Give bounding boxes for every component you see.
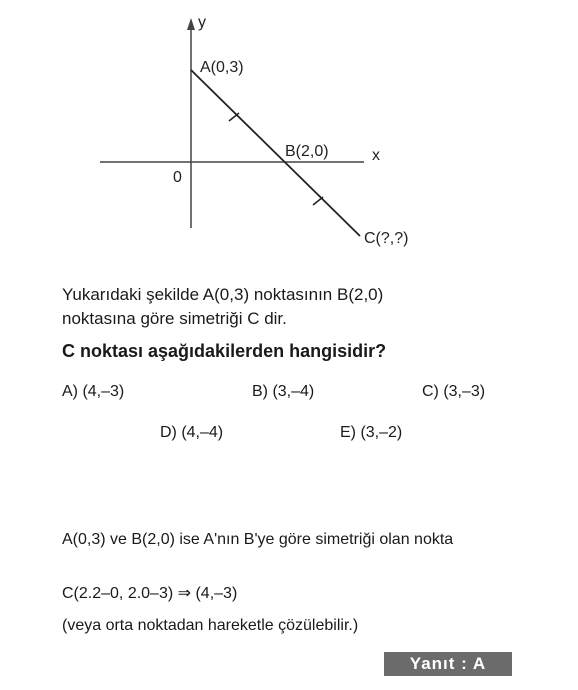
option-d[interactable]: D) (4,–4) [160, 424, 224, 441]
question-prompt: C noktası aşağıdakilerden hangisidir? [62, 341, 387, 361]
solution-line-2: C(2.2–0, 2.0–3) ⇒ (4,–3) [62, 585, 238, 602]
solution-line-3: (veya orta noktadan hareketle çözülebilir.) [62, 617, 359, 634]
point-b-label: B(2,0) [285, 143, 329, 160]
y-axis-label: y [198, 14, 206, 31]
point-c-label: C(?,?) [364, 230, 409, 247]
segment-tick-mark [313, 197, 323, 205]
answer-badge: Yanıt : A [384, 652, 512, 676]
question-line-1: Yukarıdaki şekilde A(0,3) noktasının B(2,0) [62, 285, 384, 304]
point-a-label: A(0,3) [200, 59, 244, 76]
segment-tick-mark [229, 113, 239, 121]
coordinate-figure [0, 0, 578, 270]
x-axis-label: x [372, 147, 380, 164]
option-a[interactable]: A) (4,–3) [62, 383, 125, 400]
option-c[interactable]: C) (3,–3) [422, 383, 486, 400]
y-axis-arrow-icon [187, 18, 195, 30]
origin-label: 0 [173, 169, 182, 186]
line-abc [191, 70, 360, 236]
question-line-2: noktasına göre simetriği C dir. [62, 309, 287, 328]
option-e[interactable]: E) (3,–2) [340, 424, 403, 441]
option-b[interactable]: B) (3,–4) [252, 383, 315, 400]
solution-line-1: A(0,3) ve B(2,0) ise A'nın B'ye göre simetriği olan nokta [62, 531, 454, 548]
